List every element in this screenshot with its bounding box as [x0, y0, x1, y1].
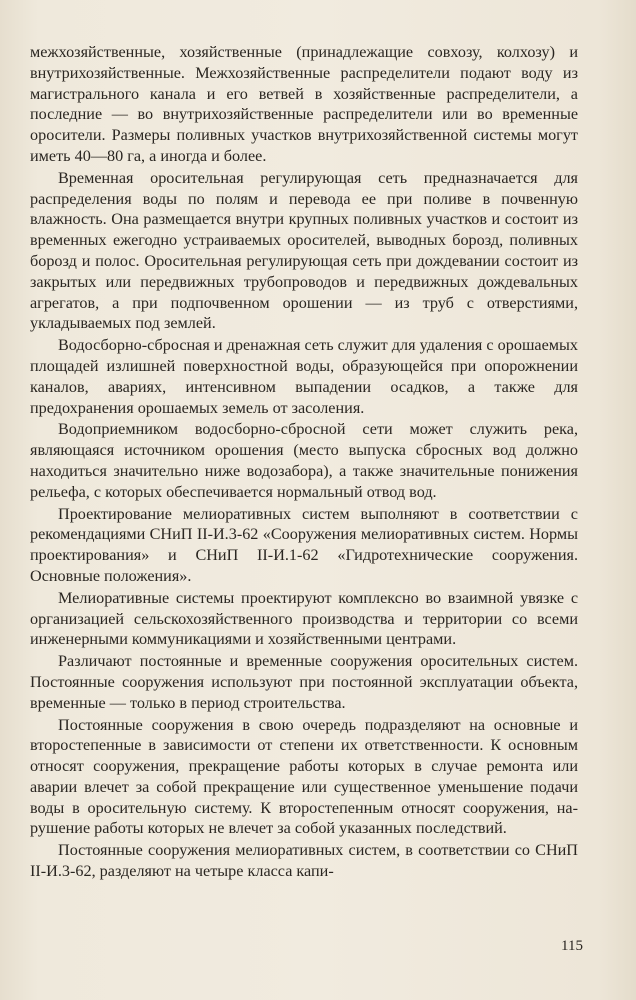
paragraph-6: Мелиоративные системы проектируют комплексно во взаимной увязке с организацией сельскохозяйственного производства и территории со всеми инженерными коммуникациями и хозяйственными центрами.: [30, 588, 578, 649]
page-number: 115: [561, 938, 583, 954]
page-body-text: [30, 42, 578, 882]
paragraph-7: Различают постоянные и временные сооружения оросительных систем. Постоянные сооружения используют при постоянной эксплуатации объекта, временные — только в период строительства.: [30, 652, 578, 712]
paragraph-9: Постоянные сооружения мелиоративных систем, в соответствии со СНиП II-И.3-62, разделяют на четыре класса капи-: [30, 841, 578, 881]
paragraph-3: Водосборно-сбросная и дренажная сеть служит для удаления с орошаемых площадей излишней поверхностной воды, образующейся при опорожнении каналов, авариях, интенсивном выпадении осадков, а также для предохранения орошаемых земель от засоления.: [30, 336, 578, 417]
paragraph-4: Водоприемником водосборно-сбросной сети может служить река, являющаяся источником орошения (место выпуска сбросных вод должно находиться значительно ниже водозабора), а также значительные понижения рельефа, с которых обеспечивается нормальный отвод вод.: [30, 420, 578, 501]
paragraph-1: межхозяйственные, хозяйственные (принадлежащие совхозу, колхозу) и внутрихозяйственные. Межхозяйственные распределители подают воду из магистрального канала и его ветвей в хозяйственные распределители, а последние — во внутрихозяйственные распределители или во временные оросители. Размеры поливных участков внутрихозяйственной системы могут иметь 40—80 га, а иногда и более.: [30, 43, 578, 165]
paragraph-8: Постоянные сооружения в свою очередь подразделяют на основные и второстепенные в зависимости от степени их ответственности. К основным относят сооружения, прекращение работы которых в случае ремонта или аварии влечет за собой прекращение или существенное уменьшение подачи воды в оросительную систему. К второстепенным относят сооружения, нарушение работы которых не влечет за собой указанных последствий.: [30, 715, 578, 838]
paragraph-2: Временная оросительная регулирующая сеть предназначается для распределения воды по полям и перевода ее при поливе в почвенную влажность. Она размещается внутри крупных поливных участков и состоит из временных ежегодно устраиваемых оросителей, выводных борозд, поливных борозд и полос. Оросительная регулирующая сеть при дождевании состоит из закрытых или передвижных трубопроводов и передвижных дождевальных агрегатов, а при подпочвенном орошении — из труб с отверстиями, укладываемых под землей.: [30, 168, 578, 333]
paragraph-5: Проектирование мелиоративных систем выполняют в соответствии с рекомендациями СНиП II-И.3-62 «Сооружения мелиоративных систем. Нормы проектирования» и СНиП II-И.1-62 «Гидротехнические сооружения. Основные положения».: [30, 504, 578, 585]
